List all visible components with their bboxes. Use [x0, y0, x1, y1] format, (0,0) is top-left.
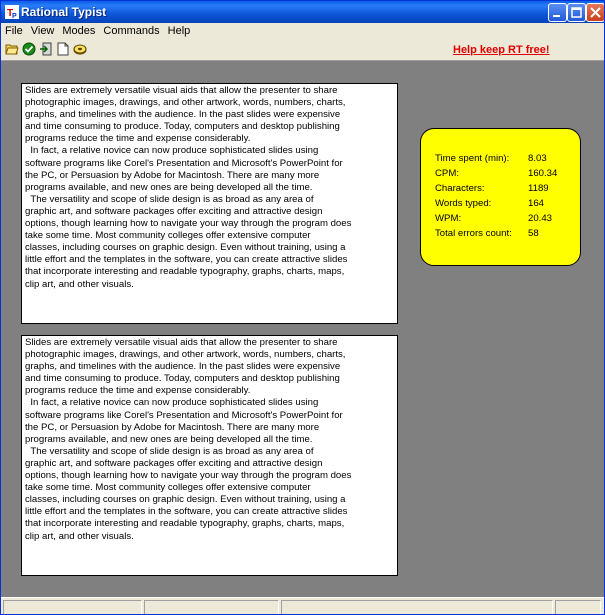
stat-label: Words typed:	[435, 198, 492, 209]
stat-value: 1189	[528, 183, 549, 194]
open-folder-icon[interactable]	[5, 42, 19, 56]
stat-value: 58	[528, 228, 539, 239]
new-document-icon[interactable]	[56, 42, 70, 56]
status-cell	[144, 600, 279, 615]
status-cell	[555, 600, 601, 615]
typing-input-panel[interactable]: Slides are extremely versatile visual aids that allow the presenter to share photographic images, drawings, and other artwork, words, numbers, charts, graphs, and timelines with the audience. In the past slides were expensive and time consuming to produce. Today, computers and desktop publishing programs reduce the time and expense considerably. In fact, a relative novice can now produce sophisticated slides using software programs like Corel's Presentation and Microsoft's PowerPoint for the PC, or Persuasion by Adobe for Macintosh. There are many more programs available, and new ones are being developed all the time. The versatility and scope of slide design is as broad as any area of graphic art, and software packages offer exciting and attractive design options, though learning how to navigate your way through the program does take some time. Most community colleges offer extensive computer classes, including courses on graphic design. Even without training, using a little effort and the templates in the software, you can create attractive slides that incorporate interesting and readable typography, graphs, charts, maps, clip art, and other visuals.	[21, 335, 398, 576]
status-cell	[3, 600, 142, 615]
stat-label: WPM:	[435, 213, 462, 224]
client-area	[1, 61, 604, 597]
maximize-icon	[568, 4, 585, 21]
menu-bar	[1, 23, 604, 40]
svg-text:T: T	[7, 8, 14, 19]
menu-commands[interactable]: Commands	[103, 25, 160, 37]
minimize-button[interactable]	[548, 3, 567, 22]
toolbar	[1, 40, 604, 61]
menu-help[interactable]: Help	[167, 25, 191, 37]
stat-value: 20.43	[528, 213, 553, 224]
app-icon	[5, 5, 19, 19]
minimize-icon	[549, 4, 566, 21]
disk-icon[interactable]	[73, 42, 87, 56]
stat-label: Time spent (min):	[435, 153, 510, 164]
stat-value: 8.03	[528, 153, 547, 164]
check-icon[interactable]	[22, 42, 36, 56]
exit-icon[interactable]	[39, 42, 53, 56]
menu-file[interactable]: File	[5, 25, 23, 37]
lesson-text-panel: Slides are extremely versatile visual aids that allow the presenter to share photographic images, drawings, and other artwork, words, numbers, charts, graphs, and timelines with the audience. In the past slides were expensive and time consuming to produce. Today, computers and desktop publishing programs reduce the time and expense considerably. In fact, a relative novice can now produce sophisticated slides using software programs like Corel's Presentation and Microsoft's PowerPoint for the PC, or Persuasion by Adobe for Macintosh. There are many more programs available, and new ones are being developed all the time. The versatility and scope of slide design is as broad as any area of graphic art, and software packages offer exciting and attractive design options, though learning how to navigate your way through the program does take some time. Most community colleges offer extensive computer classes, including courses on graphic design. Even without training, using a little effort and the templates in the software, you can create attractive slides that incorporate interesting and readable typography, graphs, charts, maps, clip art, and other visuals.	[21, 83, 398, 324]
status-bar	[1, 597, 604, 615]
stat-value: 160.34	[528, 168, 558, 179]
close-icon	[587, 4, 604, 21]
menu-modes[interactable]: Modes	[62, 25, 96, 37]
stat-label: Total errors count:	[435, 228, 512, 239]
stats-panel	[420, 128, 581, 266]
stat-value: 164	[528, 198, 545, 209]
close-button[interactable]	[586, 3, 605, 22]
stat-label: Characters:	[435, 183, 485, 194]
status-cell	[281, 600, 553, 615]
maximize-button[interactable]	[567, 3, 586, 22]
window-title: Rational Typist	[21, 5, 107, 19]
svg-text:P: P	[12, 13, 17, 19]
stat-label: CPM:	[435, 168, 459, 179]
help-keep-rt-free-link[interactable]: Help keep RT free!	[453, 44, 550, 56]
menu-view[interactable]: View	[30, 25, 55, 37]
title-bar[interactable]	[1, 1, 604, 23]
